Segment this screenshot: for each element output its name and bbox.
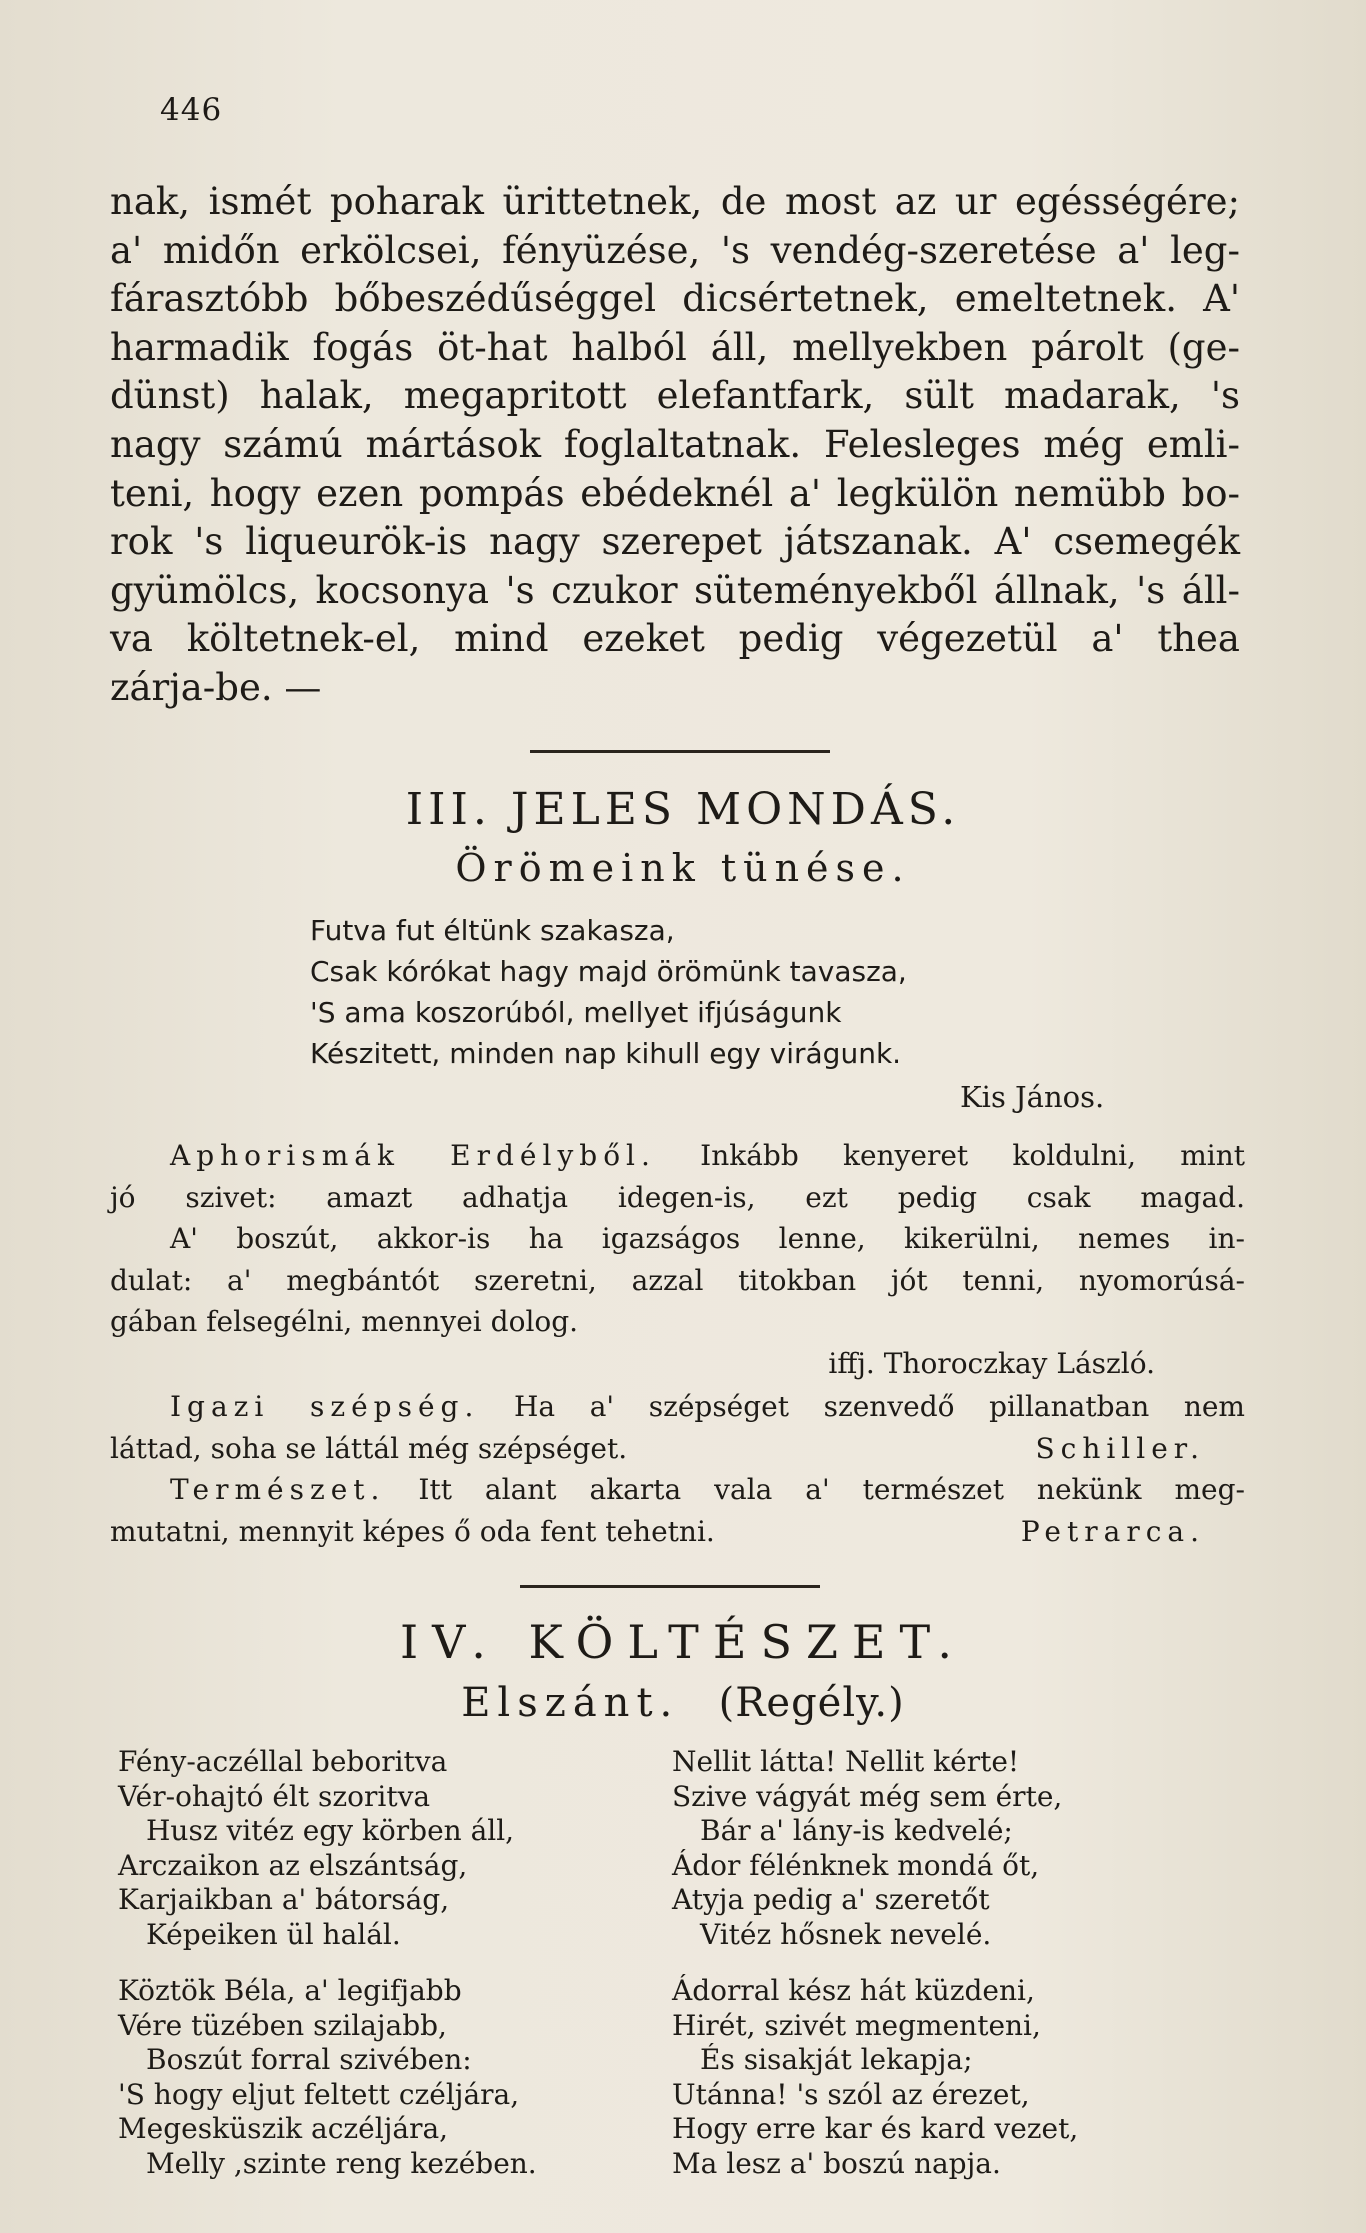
verse-block bbox=[310, 910, 1060, 1074]
verse-line: Képeiken ül halál. bbox=[146, 1917, 401, 1951]
verse-line: Köztök Béla, a' legifjabb bbox=[118, 1974, 462, 2007]
text-line: teni, hogy ezen pompás ebédeknél a' legkülön nemübb bo- bbox=[110, 471, 1240, 515]
verse-line: Szive vágyát még sem érte, bbox=[672, 1779, 1063, 1813]
verse-line: Vér-ohajtó élt szoritva bbox=[118, 1779, 431, 1813]
text-line: dünst) halak, megapritott elefantfark, sült madarak, 's bbox=[110, 374, 1240, 418]
aphorisms-title: Aphorismák Erdélyből. bbox=[170, 1139, 656, 1172]
section-heading-4: IV. KÖLTÉSZET. bbox=[399, 1615, 967, 1669]
text-line: rok 's liqueurök-is nagy szerepet játszanak. A' csemegék bbox=[110, 520, 1240, 564]
page-number: 446 bbox=[160, 92, 223, 128]
verse-line: Melly ,szinte reng kezében. bbox=[146, 2146, 537, 2180]
verse-line: Megesküszik aczéljára, bbox=[118, 2112, 449, 2145]
beauty-author: Schiller. bbox=[1035, 1431, 1205, 1465]
verse-line: És sisakját lekapja; bbox=[700, 2043, 973, 2076]
section-heading-3: III. JELES MONDÁS. bbox=[405, 784, 961, 835]
text-line: va költetnek-el, mind ezeket pedig végezetül a' thea bbox=[110, 617, 1240, 661]
verse-line: Bár a' lány-is kedvelé; bbox=[700, 1814, 1013, 1847]
text-line: Itt alant akarta vala a' természet nekünk meg- bbox=[385, 1473, 1245, 1506]
text-line: jó szivet: amazt adhatja idegen-is, ezt pedig csak magad. bbox=[110, 1180, 1245, 1214]
verse-line: Karjaikban a' bátorság, bbox=[118, 1883, 450, 1916]
verse-line: Vitéz hősnek nevelé. bbox=[700, 1917, 992, 1951]
text-line: Ha a' szépséget szenvedő pillanatban nem bbox=[479, 1390, 1245, 1423]
section-divider bbox=[520, 1585, 820, 1588]
aphorisms-block bbox=[110, 1135, 1245, 1552]
beauty-title: Igazi szépség. bbox=[170, 1390, 480, 1423]
verse-line: Boszút forral szivében: bbox=[146, 2043, 472, 2076]
verse-line: 'S hogy eljut feltett czéljára, bbox=[118, 2077, 520, 2111]
text-line: a' midőn erkölcsei, fényüzése, 's vendég-szeretése a' leg- bbox=[110, 228, 1240, 272]
verse-line: Hogy erre kar és kard vezet, bbox=[672, 2112, 1079, 2145]
verse-line: 'S ama koszorúból, mellyet ifjúságunk bbox=[310, 996, 842, 1029]
nature-title: Természet. bbox=[170, 1473, 386, 1506]
text-line: nak, ismét poharak ürittetnek, de most az ur egésségére; bbox=[110, 180, 1240, 223]
verse-line: Husz vitéz egy körben áll, bbox=[146, 1814, 515, 1847]
verse-line: Készitett, minden nap kihull egy virágunk. bbox=[310, 1037, 902, 1070]
verse-line: Futva fut éltünk szakasza, bbox=[310, 914, 675, 947]
verse-line: Hirét, szivét megmenteni, bbox=[672, 2008, 1041, 2042]
verse-line: Arczaikon az elszántság, bbox=[118, 1848, 468, 1882]
poem-author: (Regély.) bbox=[718, 1680, 905, 1726]
verse-line: Atyja pedig a' szeretőt bbox=[672, 1883, 990, 1916]
nature-author: Petrarca. bbox=[1020, 1514, 1205, 1548]
text-line: Inkább kenyeret koldulni, mint bbox=[655, 1139, 1245, 1172]
verse-line: Utánna! 's szól az érezet, bbox=[672, 2077, 1030, 2111]
text-line: mutatni, mennyit képes ő oda fent tehetni. bbox=[110, 1514, 715, 1548]
poem-column-left bbox=[118, 1745, 618, 2181]
intro-paragraph bbox=[110, 178, 1240, 713]
text-line: nagy számú mártások foglaltatnak. Felesleges még emli- bbox=[110, 422, 1240, 466]
verse-line: Fény-aczéllal beboritva bbox=[118, 1745, 448, 1778]
poem-title: Örömeink tünése. bbox=[455, 846, 911, 890]
text-line: fárasztóbb bőbeszédűséggel dicsértetnek, emeltetnek. A' bbox=[110, 277, 1240, 321]
verse-line: Ma lesz a' boszú napja. bbox=[672, 2146, 1001, 2180]
verse-line: Csak kórókat hagy majd örömünk tavasza, bbox=[310, 955, 907, 988]
text-line: harmadik fogás öt-hat halból áll, mellyekben párolt (ge- bbox=[110, 325, 1240, 369]
text-line: gában felsegélni, mennyei dolog. bbox=[110, 1305, 579, 1338]
text-line: A' boszút, akkor-is ha igazságos lenne, kikerülni, nemes in- bbox=[170, 1222, 1245, 1255]
verse-line: Ádorral kész hát küzdeni, bbox=[672, 1974, 1035, 2007]
verse-line: Ádor félénknek mondá őt, bbox=[672, 1848, 1040, 1882]
poem-heading bbox=[0, 1680, 1366, 1726]
section-divider bbox=[530, 750, 830, 753]
text-line: láttad, soha se láttál még szépséget. bbox=[110, 1431, 628, 1465]
verse-author: Kis János. bbox=[960, 1080, 1105, 1114]
aphorisms-author: iffj. Thoroczkay László. bbox=[828, 1346, 1155, 1380]
text-line: zárja-be. — bbox=[110, 665, 322, 709]
poem-column-right bbox=[672, 1745, 1172, 2181]
verse-line: Vére tüzében szilajabb, bbox=[118, 2008, 447, 2042]
verse-line: Nellit látta! Nellit kérte! bbox=[672, 1745, 1020, 1778]
text-line: dulat: a' megbántót szeretni, azzal titokban jót tenni, nyomorúsá- bbox=[110, 1263, 1245, 1297]
text-line: gyümölcs, kocsonya 's czukor süteményekből állnak, 's áll- bbox=[110, 568, 1240, 612]
poem-title: Elszánt. bbox=[461, 1680, 680, 1726]
